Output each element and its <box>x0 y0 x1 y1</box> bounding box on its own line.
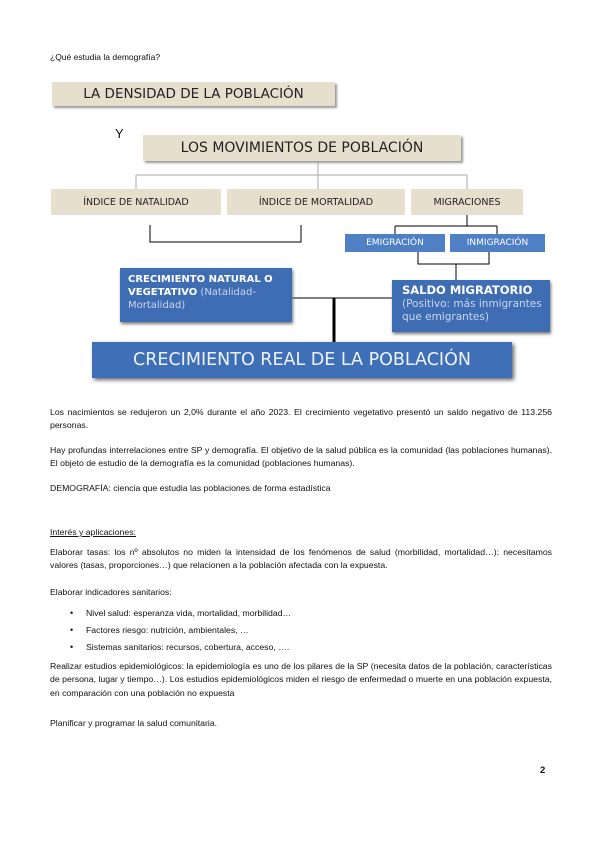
paragraph-planificar: Planificar y programar la salud comunitaria. <box>50 718 218 728</box>
definicion-label: DEMOGRAFÍA: <box>50 483 111 493</box>
list-item: • Sistemas sanitarios: recursos, cobertura, acceso, …. <box>70 639 540 656</box>
section-heading: ¿Qué estudia la demografía? <box>50 52 161 62</box>
card-saldo-title: SALDO MIGRATORIO <box>402 283 533 297</box>
card-crecimiento-natural-title: CRECIMIENTO NATURAL O VEGETATIVO <box>128 274 273 298</box>
box-movements: LOS MOVIMIENTOS DE POBLACIÓN <box>143 135 461 161</box>
paragraph-interrelaciones: Hay profundas interrelaciones entre SP y demografía. El objetivo de la salud pública es la comunidad (las poblaciones humanas). El objeto de estudio de la demografía es la comunidad (poblaciones humanas). <box>50 445 552 469</box>
card-saldo-migratorio <box>392 280 550 332</box>
subheading-interes: Interés y aplicaciones: <box>50 527 136 537</box>
banner-crecimiento-real: CRECIMIENTO REAL DE LA POBLACIÓN <box>92 342 512 378</box>
paragraph-tasas: Elaborar tasas: los nº absolutos no miden la intensidad de los fenómenos de salud (morbilidad, mortalidad…): necesitamos valores (tasas, proporciones…) que relacionen a la población afectada con la expuesta. <box>50 547 552 571</box>
card-saldo-sub: (Positivo: más inmigrantes que emigrantes) <box>402 298 542 323</box>
list-item: • Factores riesgo: nutrición, ambientales, … <box>70 622 540 639</box>
card-crecimiento-natural-sub: (Natalidad-Mortalidad) <box>128 287 256 311</box>
paragraph-epidemiologia: Realizar estudios epidemiológicos: la epidemiología es uno de los pilares de la SP (necesita datos de la población, características de persona, lugar y tiempo…). Los estudios epidemiológicos miden el riesgo de enfermedad o muerte en una población expuesta, en comparación con una población no expuesta <box>50 661 552 698</box>
definicion-text: ciencia que estudia las poblaciones de forma estadística <box>110 483 331 493</box>
paragraph-indicadores: Elaborar indicadores sanitarios: <box>50 587 172 597</box>
box-migraciones: MIGRACIONES <box>411 189 523 215</box>
indicator-list <box>70 605 540 656</box>
box-inmigracion: INMIGRACIÓN <box>450 234 545 252</box>
page-number: 2 <box>540 765 546 776</box>
card-crecimiento-natural <box>120 268 292 322</box>
box-emigracion: EMIGRACIÓN <box>345 234 445 252</box>
paragraph-definicion <box>50 482 552 495</box>
paragraph-nacimientos: Los nacimientos se redujeron un 2,0% durante el año 2023. El crecimiento vegetativo presentó un saldo negativo de 113.256 personas. <box>50 407 552 431</box>
y-connector-letter: Y <box>115 126 124 141</box>
box-mortalidad: ÍNDICE DE MORTALIDAD <box>227 189 405 215</box>
box-natalidad: ÍNDICE DE NATALIDAD <box>51 189 221 215</box>
list-item: • Nivel salud: esperanza vida, mortalidad, morbilidad… <box>70 605 540 622</box>
box-density: LA DENSIDAD DE LA POBLACIÓN <box>52 82 335 106</box>
